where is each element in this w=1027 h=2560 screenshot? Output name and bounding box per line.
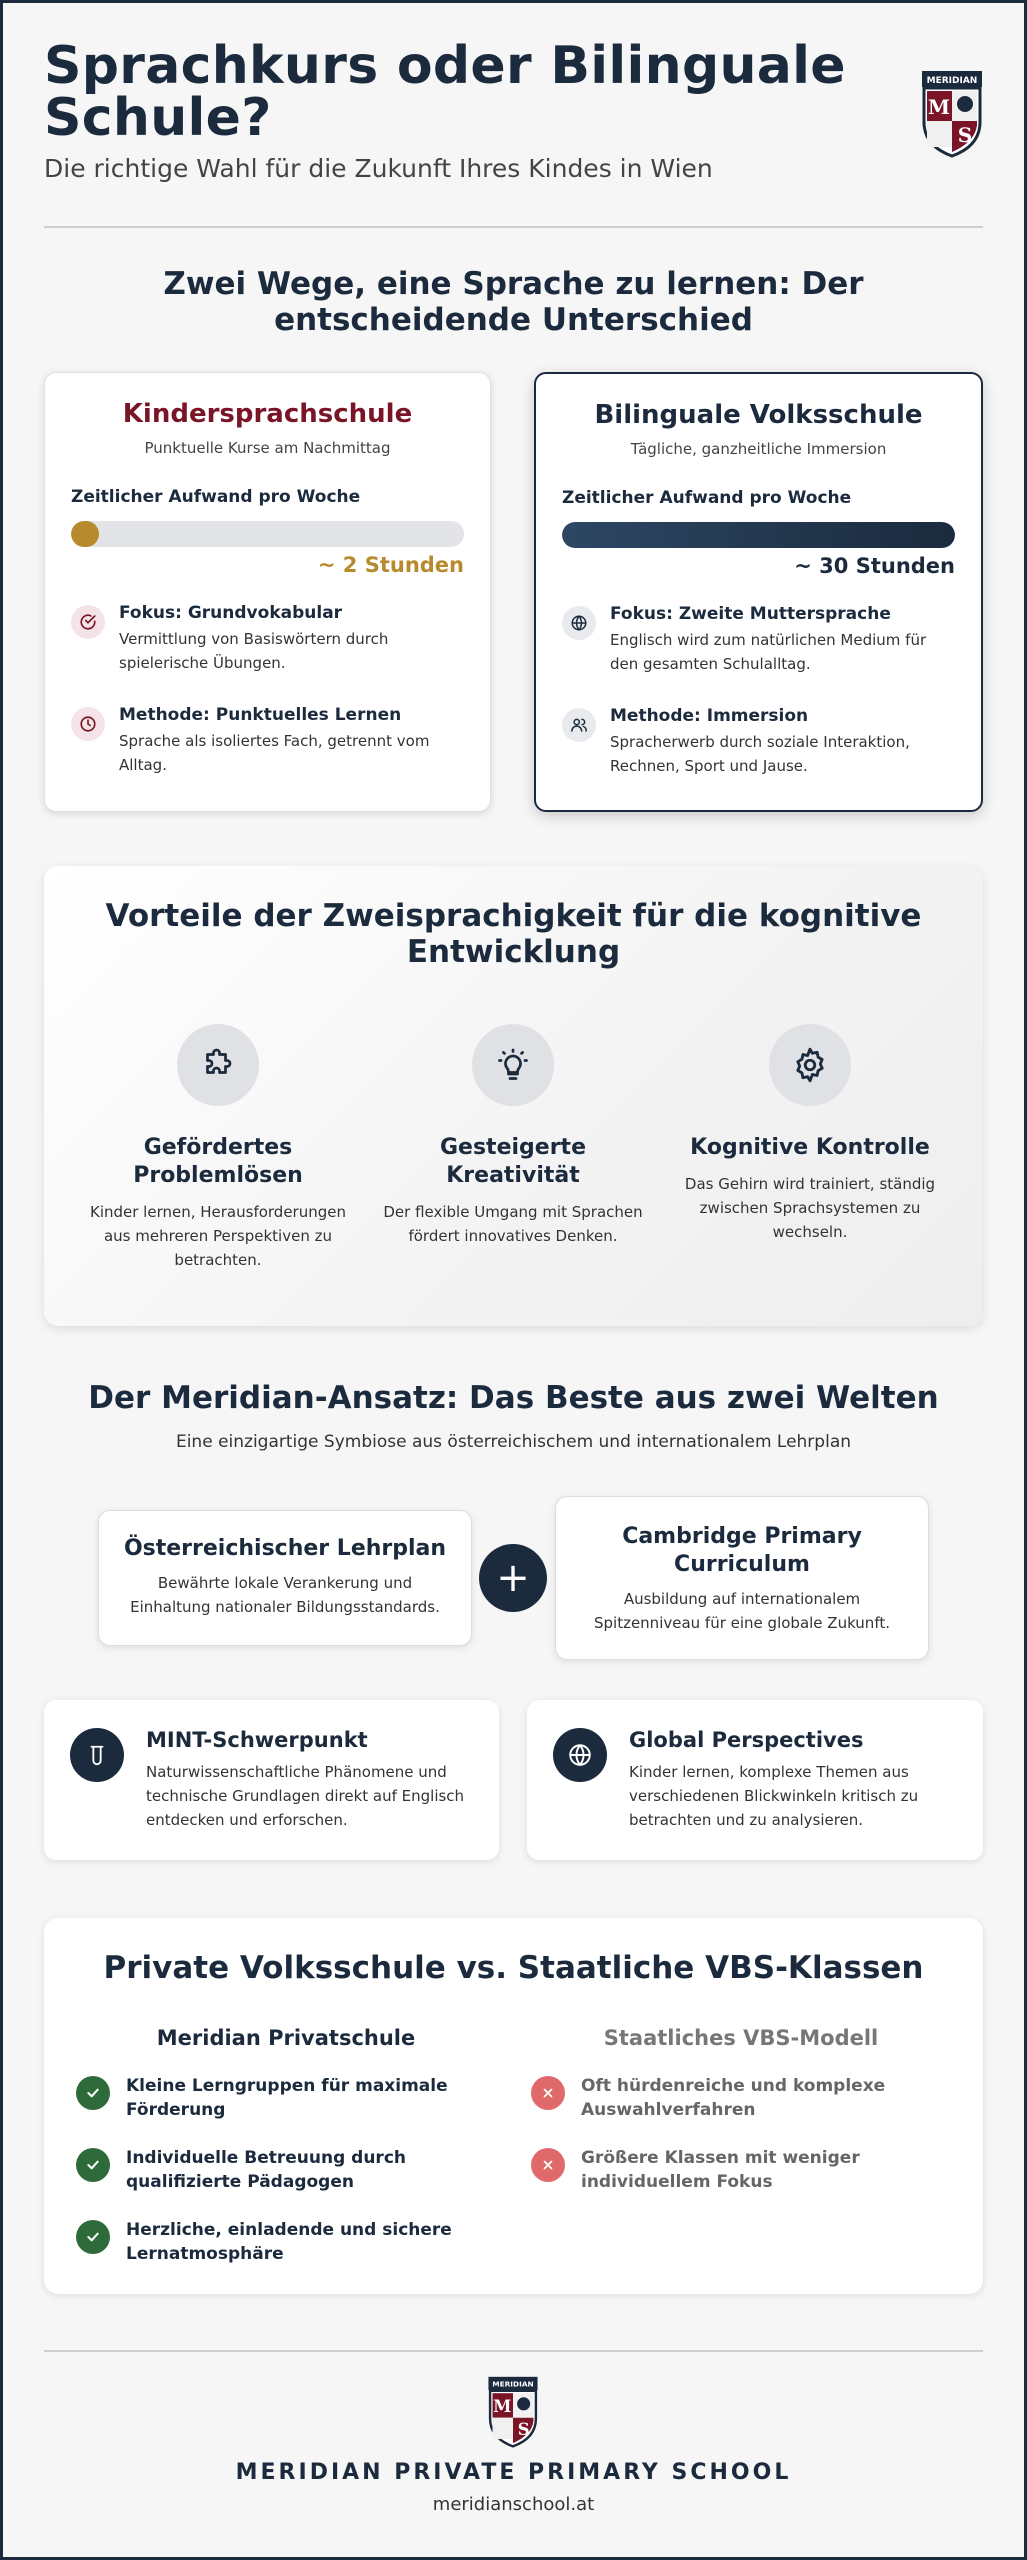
feature-title: Fokus: Grundvokabular xyxy=(119,603,343,623)
column-heading: Staatliches VBS-Modell xyxy=(603,2026,879,2050)
globe-icon xyxy=(553,1728,607,1782)
svg-text:S: S xyxy=(517,2419,530,2439)
versus-title: Private Volksschule vs. Staatliche VBS-Klassen xyxy=(103,1950,924,1986)
card-subtitle: Tägliche, ganzheitliche Immersion xyxy=(630,440,887,458)
effort-bar-fill xyxy=(562,522,955,548)
curriculum-card-austrian xyxy=(98,1510,472,1646)
header-divider xyxy=(44,226,983,228)
list-item-text: Individuelle Betreuung durch qualifizierte Pädagogen xyxy=(126,2148,406,2192)
curriculum-title: Österreichischer Lehrplan xyxy=(123,1536,447,1561)
header xyxy=(44,36,983,190)
card-language-school xyxy=(44,372,491,812)
highlight-text: Kinder lernen, komplexe Themen aus verschiedenen Blickwinkeln kritisch zu betrachten und zu analysieren. xyxy=(629,1763,919,1829)
check-icon xyxy=(76,2076,110,2110)
benefits-panel xyxy=(44,866,983,1326)
list-item-text: Kleine Lerngruppen für maximale Förderung xyxy=(126,2076,448,2120)
benefit-text: Kinder lernen, Herausforderungen aus mehreren Perspektiven zu betrachten. xyxy=(89,1203,346,1269)
list-item xyxy=(531,2074,951,2122)
svg-text:MERIDIAN: MERIDIAN xyxy=(492,2379,534,2389)
highlight-text: Naturwissenschaftliche Phänomene und technische Grundlagen direkt auf Englisch entdecken und erforschen. xyxy=(146,1763,465,1829)
feature-desc: Vermittlung von Basiswörtern durch spielerische Übungen. xyxy=(119,630,389,672)
highlight-global xyxy=(527,1700,983,1860)
card-bilingual-school xyxy=(534,372,983,812)
svg-text:S: S xyxy=(957,123,973,147)
benefit-text: Der flexible Umgang mit Sprachen fördert innovatives Denken. xyxy=(383,1203,643,1245)
feature-title: Methode: Immersion xyxy=(610,706,809,726)
effort-value: ~ 30 Stunden xyxy=(794,554,955,578)
approach-subtitle: Eine einzigartige Symbiose aus österreichischem und internationalem Lehrplan xyxy=(175,1432,852,1452)
approach-title: Der Meridian-Ansatz: Das Beste aus zwei Welten xyxy=(88,1380,939,1416)
highlight-mint xyxy=(44,1700,499,1860)
benefit-title: Gesteigerte Kreativität xyxy=(439,1135,586,1188)
curriculum-text: Bewährte lokale Verankerung und Einhaltung nationaler Bildungsstandards. xyxy=(130,1574,440,1616)
benefits-title: Vorteile der Zweisprachigkeit für die kognitive Entwicklung xyxy=(105,898,922,970)
benefit-text: Das Gehirn wird trainiert, ständig zwischen Sprachsystemen zu wechseln. xyxy=(684,1175,936,1241)
svg-text:M: M xyxy=(493,2397,512,2416)
list-item-text: Größere Klassen mit weniger individuellem Fokus xyxy=(581,2148,860,2192)
effort-bar-fill xyxy=(71,521,99,547)
highlight-title: MINT-Schwerpunkt xyxy=(146,1728,368,1752)
card-title: Kindersprachschule xyxy=(122,399,413,429)
puzzle-icon xyxy=(177,1024,259,1106)
list-item-text: Herzliche, einladende und sichere Lernatmosphäre xyxy=(126,2220,452,2264)
effort-bar xyxy=(562,522,955,548)
users-icon xyxy=(562,708,596,742)
feature-title: Methode: Punktuelles Lernen xyxy=(119,705,402,725)
page-subtitle: Die richtige Wahl für die Zukunft Ihres Kindes in Wien xyxy=(44,154,713,183)
feature-item xyxy=(562,604,955,676)
list-item xyxy=(76,2146,496,2194)
feature-item xyxy=(562,706,955,778)
footer-crest-logo xyxy=(487,2376,539,2448)
private-school-column xyxy=(76,2026,496,2266)
clock-icon xyxy=(71,707,105,741)
check-icon xyxy=(76,2220,110,2254)
column-heading: Meridian Privatschule xyxy=(156,2026,416,2050)
lightbulb-icon xyxy=(472,1024,554,1106)
x-icon xyxy=(531,2148,565,2182)
svg-text:MERIDIAN: MERIDIAN xyxy=(926,76,978,86)
benefit-item xyxy=(88,1024,348,1272)
x-icon xyxy=(531,2076,565,2110)
benefit-item xyxy=(680,1024,940,1244)
curriculum-text: Ausbildung auf internationalem Spitzenniveau für eine globale Zukunft. xyxy=(593,1590,890,1632)
benefit-title: Gefördertes Problemlösen xyxy=(133,1135,303,1188)
feature-desc: Spracherwerb durch soziale Interaktion, Rechnen, Sport und Jause. xyxy=(610,733,910,775)
list-item xyxy=(76,2218,496,2266)
footer-school-name: MERIDIAN PRIVATE PRIMARY SCHOOL xyxy=(235,2460,792,2485)
feature-title: Fokus: Zweite Muttersprache xyxy=(610,604,891,624)
feature-item xyxy=(71,603,464,675)
public-school-column xyxy=(531,2026,951,2194)
check-icon xyxy=(76,2148,110,2182)
effort-label: Zeitlicher Aufwand pro Woche xyxy=(71,487,361,507)
list-item xyxy=(531,2146,951,2194)
footer-url[interactable]: meridianschool.at xyxy=(432,2494,595,2515)
page-title: Sprachkurs oder Bilinguale Schule? xyxy=(44,36,846,148)
feature-item xyxy=(71,705,464,777)
globe-icon xyxy=(562,606,596,640)
check-circle-icon xyxy=(71,605,105,639)
feature-desc: Englisch wird zum natürlichen Medium für den gesamten Schulalltag. xyxy=(610,631,927,673)
list-item xyxy=(76,2074,496,2122)
highlight-title: Global Perspectives xyxy=(629,1728,864,1752)
list-item-text: Oft hürdenreiche und komplexe Auswahlverfahren xyxy=(581,2076,886,2120)
effort-bar xyxy=(71,521,464,547)
svg-text:M: M xyxy=(927,95,951,119)
footer-divider xyxy=(44,2350,983,2352)
compare-section-title: Zwei Wege, eine Sprache zu lernen: Der entscheidende Unterschied xyxy=(163,266,864,338)
effort-label: Zeitlicher Aufwand pro Woche xyxy=(562,488,852,508)
school-crest-logo xyxy=(921,70,983,158)
plus-icon: + xyxy=(479,1544,547,1612)
beaker-icon xyxy=(70,1728,124,1782)
feature-desc: Sprache als isoliertes Fach, getrennt vom Alltag. xyxy=(119,732,430,774)
curriculum-card-cambridge xyxy=(555,1496,929,1660)
curriculum-title: Cambridge Primary Curriculum xyxy=(622,1524,862,1577)
card-subtitle: Punktuelle Kurse am Nachmittag xyxy=(144,439,391,457)
benefit-item xyxy=(383,1024,643,1248)
versus-panel xyxy=(44,1918,983,2294)
effort-value: ~ 2 Stunden xyxy=(317,553,464,577)
benefit-title: Kognitive Kontrolle xyxy=(690,1135,930,1160)
card-title: Bilinguale Volksschule xyxy=(594,400,923,430)
gear-icon xyxy=(769,1024,851,1106)
